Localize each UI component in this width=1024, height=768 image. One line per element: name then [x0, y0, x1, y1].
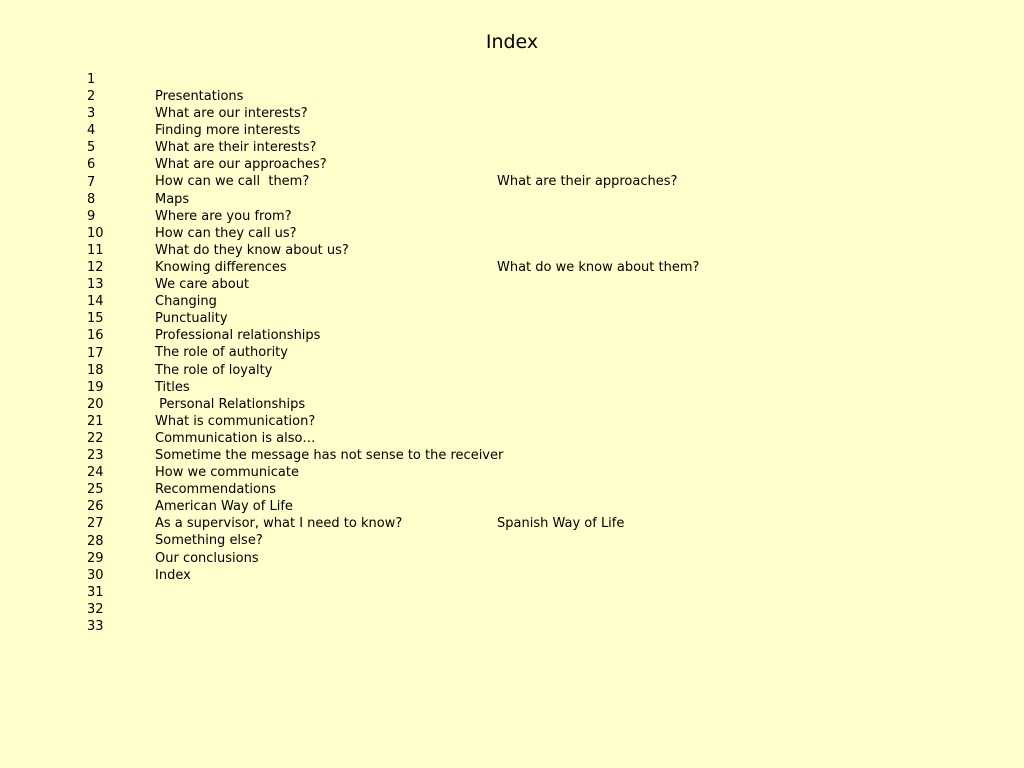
row-label: What are their interests? [155, 140, 317, 156]
row-number: 33 [87, 619, 104, 634]
slide-title: Index [485, 31, 539, 53]
row-number: 9 [87, 208, 96, 224]
row-number: 16 [87, 328, 104, 344]
row-label: How can they call us? [155, 225, 297, 241]
row-number: 22 [87, 430, 104, 446]
row-number: 26 [87, 499, 104, 515]
row-label: American Way of Life [155, 499, 293, 515]
row-label: What do they know about us? [155, 242, 349, 258]
row-label-secondary: What are their approaches? [497, 174, 678, 190]
row-label: Communication is also… [155, 430, 316, 446]
row-label: Knowing differences [155, 259, 287, 275]
row-number: 11 [87, 242, 104, 258]
row-number: 19 [87, 379, 104, 395]
row-number: 21 [87, 413, 104, 429]
row-label: Maps [155, 191, 190, 207]
row-number: 7 [87, 174, 96, 190]
row-number: 8 [87, 191, 96, 207]
row-label: Professional relationships [155, 328, 321, 344]
row-label: The role of loyalty [155, 362, 273, 378]
row-number: 20 [87, 396, 104, 412]
row-number: 4 [87, 123, 96, 139]
row-number: 18 [87, 362, 104, 378]
row-label: We care about [155, 277, 250, 293]
row-label: Punctuality [155, 311, 228, 327]
row-number: 17 [87, 345, 104, 361]
row-label: What are our interests? [155, 106, 308, 122]
row-number: 31 [87, 584, 104, 600]
row-label: Changing [155, 294, 217, 310]
row-number: 29 [87, 550, 104, 566]
row-number: 12 [87, 260, 104, 276]
row-number: 24 [87, 465, 104, 481]
row-label: The role of authority [155, 345, 288, 361]
row-number: 3 [87, 106, 96, 122]
row-number: 32 [87, 601, 104, 617]
row-label: Index [155, 567, 191, 583]
row-label: Presentations [155, 89, 244, 104]
row-number: 27 [87, 516, 104, 532]
row-number: 15 [87, 311, 104, 327]
row-label: Sometime the message has not sense to the receiver [155, 447, 504, 463]
row-number: 14 [87, 294, 104, 310]
index-row [0, 567, 1024, 600]
row-label: Something else? [155, 533, 263, 549]
row-label: What are our approaches? [155, 157, 327, 173]
index-list [0, 54, 1024, 634]
row-label: Our conclusions [155, 550, 259, 566]
row-number: 23 [87, 448, 104, 464]
row-label: Where are you from? [155, 208, 292, 224]
row-label: Finding more interests [155, 123, 301, 139]
row-label: How we communicate [155, 465, 299, 481]
row-label: What is communication? [155, 413, 316, 429]
row-number: 1 [87, 72, 96, 87]
row-number: 2 [87, 89, 96, 105]
row-number: 10 [87, 225, 104, 241]
row-label-secondary: Spanish Way of Life [497, 516, 625, 532]
row-label: How can we call them? [155, 174, 310, 190]
row-number: 25 [87, 482, 104, 498]
row-number: 13 [87, 277, 104, 293]
row-label-secondary: What do we know about them? [497, 259, 700, 275]
index-row [0, 584, 1024, 617]
row-label: Recommendations [155, 482, 277, 498]
index-row [0, 601, 1024, 634]
row-number: 30 [87, 567, 104, 583]
row-number: 28 [87, 533, 104, 549]
row-number: 5 [87, 140, 96, 156]
row-label: Personal Relationships [155, 396, 306, 412]
index-row [0, 54, 1024, 104]
row-label: As a supervisor, what I need to know? [155, 516, 403, 532]
row-label: Titles [155, 379, 190, 395]
row-number: 6 [87, 157, 96, 173]
